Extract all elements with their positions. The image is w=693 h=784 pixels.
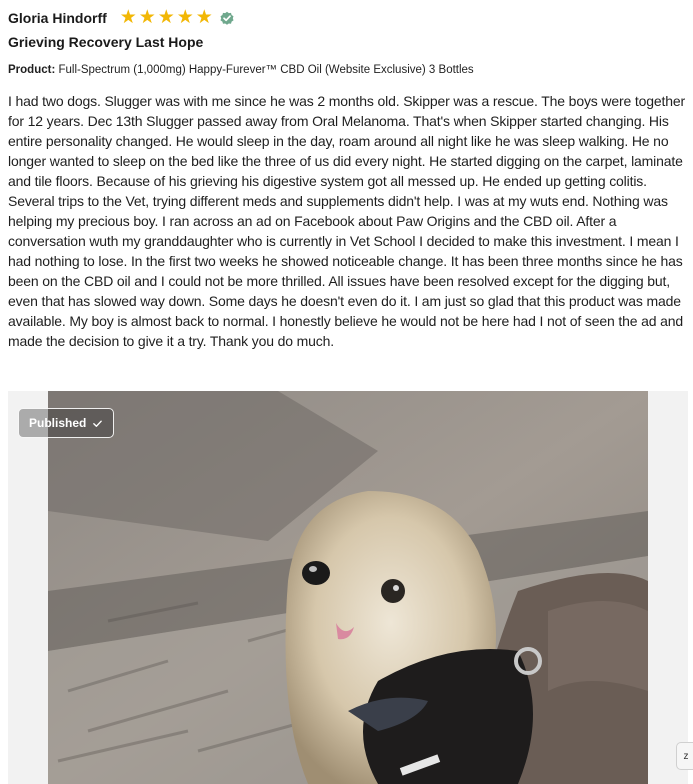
checkmark-icon: [92, 418, 103, 429]
star-icon: ★: [138, 7, 156, 28]
side-panel-toggle-button[interactable]: z: [676, 742, 693, 770]
star-icon: ★: [119, 7, 137, 28]
star-icon: ★: [176, 7, 194, 28]
star-icon: ★: [195, 7, 213, 28]
published-status-button[interactable]: [18, 408, 114, 438]
review-title: Grieving Recovery Last Hope: [8, 34, 204, 50]
reviewer-name: Gloria Hindorff: [8, 9, 107, 26]
review-media: [8, 391, 688, 784]
product-label: Product:: [8, 64, 56, 76]
product-line: [8, 64, 474, 76]
dog-photo[interactable]: [48, 391, 648, 784]
review-body: I had two dogs. Slugger was with me since he was 2 months old. Skipper was a rescue. The boys were together for 12 years. Dec 13th Slugger passed away from Oral Melanoma. That's when Skipper started changing. His entire personality changed. He would sleep in the day, roam around all night like he was sleep walking. He no longer wanted to sleep on the bed like the three of us did every night. He started digging on the carpet, laminate and tile floors. Because of his grieving his digestive system got all messed up. He ended up getting colitis. Several trips to the Vet, trying different meds and supplements didn't help. I was at my wuts end. Nothing was helping my precious boy. I ran across an ad on Facebook about Paw Origins and the CBD oil. After a conversation wuth my granddaughter who is currently in Vet School I decided to make this investment. I mean I had nothing to lose. In the first two weeks he showed noticeable change. It has been three months since he has been on the CBD oil and I could not be more thrilled. All issues have been resolved except for the digging but, even that has slowed way down. Some days he doesn't even do it. I am just so glad that this product was made available. My boy is almost back to normal. I honestly believe he would not be here had I not of seen the ad and made the decision to give it a try. Thank you do much.: [8, 93, 686, 349]
product-name: Full-Spectrum (1,000mg) Happy-Furever™ CBD Oil (Website Exclusive) 3 Bottles: [58, 64, 474, 76]
star-icon: ★: [157, 7, 175, 28]
published-label: Published: [29, 416, 87, 430]
verified-check-badge-icon: [219, 10, 235, 26]
review-header: [8, 8, 235, 27]
star-rating: [119, 8, 214, 27]
